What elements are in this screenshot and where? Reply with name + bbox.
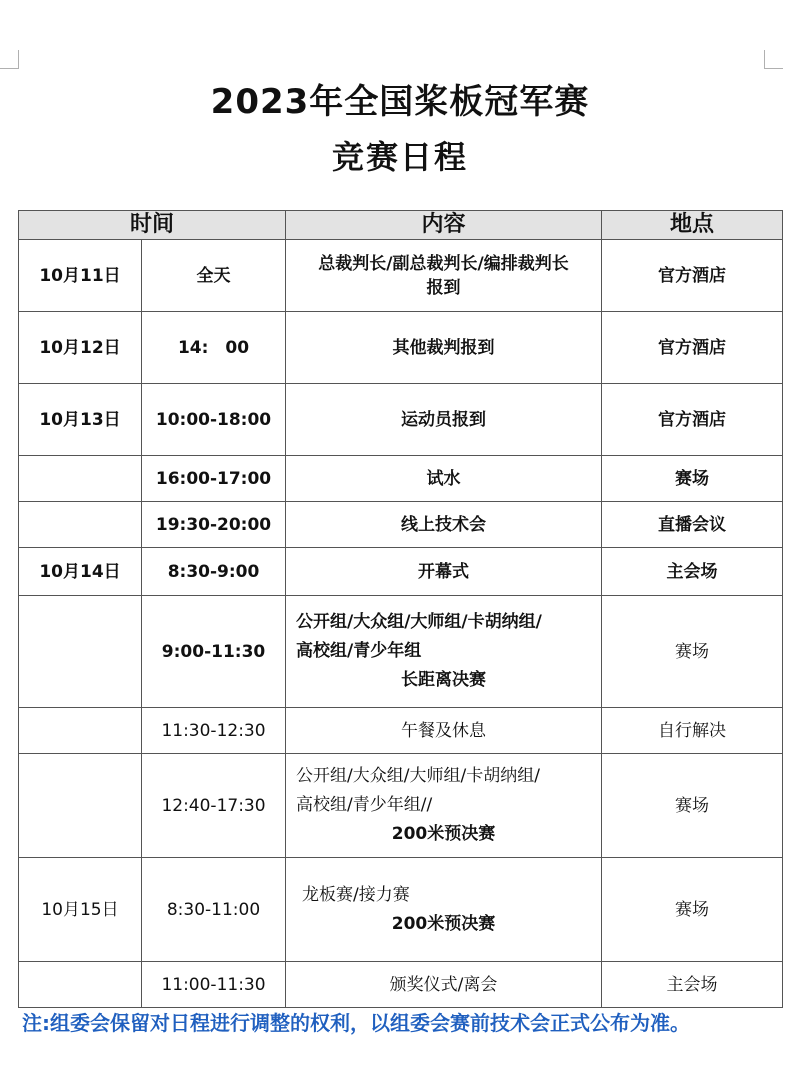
table-row xyxy=(19,962,783,1008)
time-cell: 10:00-18:00 xyxy=(142,384,286,456)
time-cell: 9:00-11:30 xyxy=(142,596,286,708)
content-line: 公开组/大众组/大师组/卡胡纳组/ xyxy=(296,766,540,786)
date-cell xyxy=(19,502,142,548)
content-line: 开幕式 xyxy=(418,561,470,582)
date-cell xyxy=(19,708,142,754)
header-location: 地点 xyxy=(602,211,783,240)
date-cell: 10月13日 xyxy=(19,384,142,456)
location-cell: 官方酒店 xyxy=(602,384,783,456)
content-line: 200米预决赛 xyxy=(391,824,496,844)
content-cell xyxy=(286,858,602,962)
date-cell xyxy=(19,596,142,708)
content-cell xyxy=(286,502,602,548)
location-cell: 主会场 xyxy=(602,548,783,596)
page-corner-mark-right xyxy=(764,50,783,69)
date-cell: 10月11日 xyxy=(19,240,142,312)
content-cell xyxy=(286,548,602,596)
content-line: 线上技术会 xyxy=(401,514,487,535)
document-title: 2023年全国桨板冠军赛 xyxy=(210,82,590,122)
location-cell: 赛场 xyxy=(602,456,783,502)
content-cell xyxy=(286,240,602,312)
time-cell: 8:30-11:00 xyxy=(142,858,286,962)
content-line: 高校组/青少年组// xyxy=(296,795,433,815)
location-cell: 赛场 xyxy=(602,858,783,962)
location-cell: 直播会议 xyxy=(602,502,783,548)
date-cell xyxy=(19,962,142,1008)
footnote: 注:组委会保留对日程进行调整的权利，以组委会赛前技术会正式公布为准。 xyxy=(22,1011,690,1035)
content-cell xyxy=(286,384,602,456)
content-line: 总裁判长/副总裁判长/编排裁判长 xyxy=(318,253,569,274)
content-line: 报到 xyxy=(426,277,461,298)
location-cell: 赛场 xyxy=(602,596,783,708)
table-row xyxy=(19,312,783,384)
location-cell: 官方酒店 xyxy=(602,312,783,384)
header-time: 时间 xyxy=(19,211,286,240)
table-row xyxy=(19,240,783,312)
content-cell xyxy=(286,312,602,384)
time-cell: 全天 xyxy=(142,240,286,312)
table-row xyxy=(19,708,783,754)
table-row xyxy=(19,548,783,596)
content-line: 运动员报到 xyxy=(401,409,487,430)
time-cell: 19:30-20:00 xyxy=(142,502,286,548)
page-corner-mark-left xyxy=(0,50,19,69)
content-cell xyxy=(286,708,602,754)
location-cell: 官方酒店 xyxy=(602,240,783,312)
date-cell: 10月15日 xyxy=(19,858,142,962)
table-row xyxy=(19,456,783,502)
table-row xyxy=(19,384,783,456)
location-cell: 自行解决 xyxy=(602,708,783,754)
content-line: 长距离决赛 xyxy=(401,670,487,690)
time-cell: 14: 00 xyxy=(142,312,286,384)
content-cell xyxy=(286,596,602,708)
table-header-row xyxy=(19,211,783,240)
table-row xyxy=(19,754,783,858)
location-cell: 赛场 xyxy=(602,754,783,858)
location-cell: 主会场 xyxy=(602,962,783,1008)
content-cell xyxy=(286,754,602,858)
schedule-table xyxy=(18,210,783,1008)
content-cell xyxy=(286,456,602,502)
content-line: 其他裁判报到 xyxy=(392,337,495,358)
time-cell: 8:30-9:00 xyxy=(142,548,286,596)
content-line: 公开组/大众组/大师组/卡胡纳组/ xyxy=(296,612,542,632)
document-subtitle: 竞赛日程 xyxy=(331,138,468,176)
time-cell: 16:00-17:00 xyxy=(142,456,286,502)
date-cell xyxy=(19,456,142,502)
time-cell: 11:30-12:30 xyxy=(142,708,286,754)
table-row xyxy=(19,502,783,548)
content-line: 高校组/青少年组 xyxy=(296,641,422,661)
date-cell: 10月12日 xyxy=(19,312,142,384)
time-cell: 11:00-11:30 xyxy=(142,962,286,1008)
content-line: 200米预决赛 xyxy=(391,913,496,934)
date-cell: 10月14日 xyxy=(19,548,142,596)
content-line: 颁奖仪式/离会 xyxy=(389,974,498,995)
content-line: 午餐及休息 xyxy=(401,720,487,741)
table-row xyxy=(19,596,783,708)
header-content: 内容 xyxy=(286,211,602,240)
content-line: 龙板赛/接力赛 xyxy=(302,884,410,905)
date-cell xyxy=(19,754,142,858)
table-row xyxy=(19,858,783,962)
content-cell xyxy=(286,962,602,1008)
content-line: 试水 xyxy=(426,468,461,489)
time-cell: 12:40-17:30 xyxy=(142,754,286,858)
